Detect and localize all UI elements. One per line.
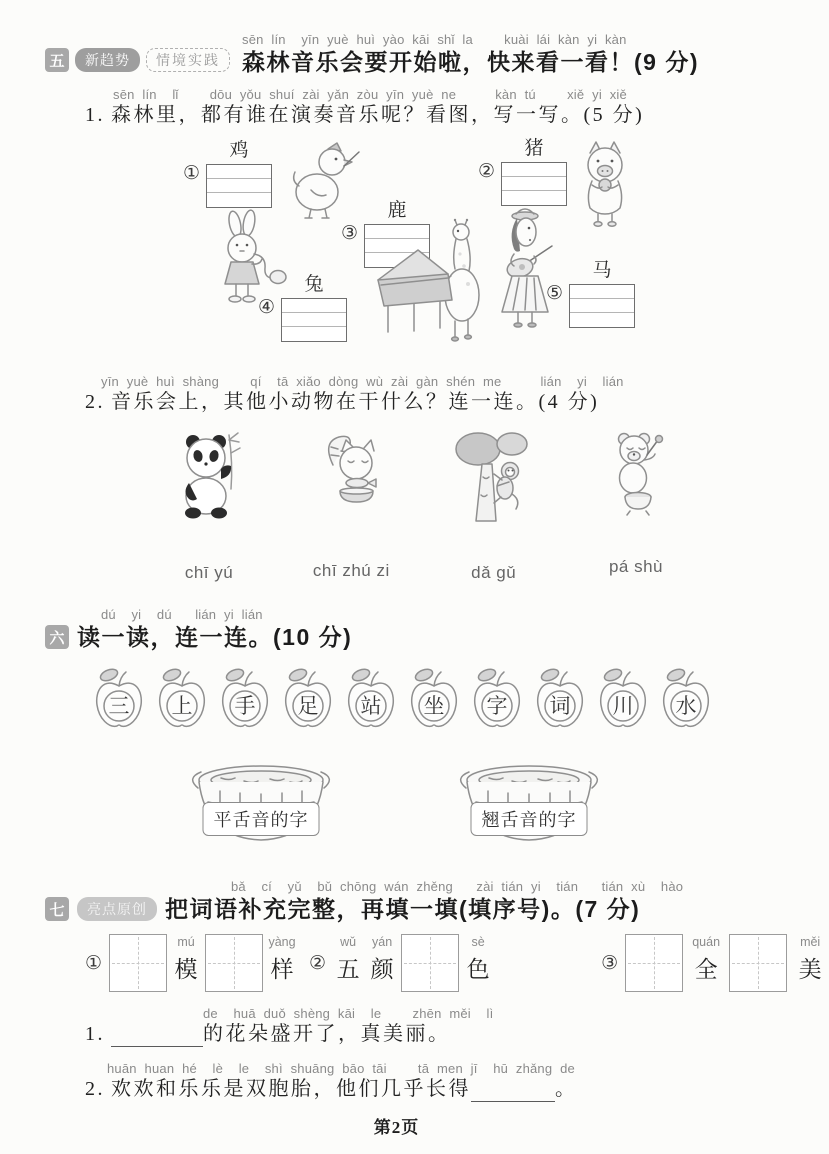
apple-character: 足 xyxy=(297,694,319,718)
panda-bamboo-illustration xyxy=(169,429,249,523)
apple-item[interactable] xyxy=(216,666,274,732)
char: 美 xyxy=(798,957,822,982)
apple-item[interactable] xyxy=(468,666,526,732)
character-write-box[interactable] xyxy=(401,934,459,992)
section-6-score: (10 分) xyxy=(273,624,353,650)
char: 模 xyxy=(174,957,198,982)
sentence-2-number: 2. xyxy=(85,1078,105,1100)
char-pinyin: quán xyxy=(692,935,721,949)
section-5-score: (9 分) xyxy=(634,49,699,75)
section-number-badge: 七 xyxy=(45,897,69,921)
answer-group-horse xyxy=(546,260,635,328)
char-pinyin: měi xyxy=(800,935,821,949)
character-write-box[interactable] xyxy=(109,934,167,992)
sentence-1-number: 1. xyxy=(85,1023,105,1045)
section-5-badges xyxy=(45,48,230,72)
answer-group-rabbit xyxy=(258,274,347,342)
circled-number: ③ xyxy=(601,952,619,974)
basket-curled-tongue[interactable] xyxy=(454,758,604,853)
sentence-2-text: 2. 欢欢和乐乐是双胞胎，他们几乎长得 。 xyxy=(85,1078,578,1100)
apple-character: 坐 xyxy=(423,694,445,718)
apple-character: 上 xyxy=(171,694,193,718)
apple-item[interactable] xyxy=(90,666,148,732)
action-label: chī zhú zi xyxy=(312,561,390,580)
action-label: dǎ gǔ xyxy=(471,563,517,582)
action-label: chī yú xyxy=(184,563,234,582)
character-write-box[interactable] xyxy=(205,934,263,992)
worksheet-page xyxy=(0,32,822,1154)
apple-item[interactable] xyxy=(531,666,589,732)
question-2-score: (4 分) xyxy=(538,391,600,413)
section-number-badge: 五 xyxy=(45,48,69,72)
cat-fish-illustration xyxy=(311,429,391,521)
apple-item[interactable] xyxy=(657,666,715,732)
new-trend-tag: 新趋势 xyxy=(75,48,140,72)
bear-drum-illustration xyxy=(602,429,670,517)
matching-row xyxy=(0,429,793,583)
apple-item[interactable] xyxy=(279,666,337,732)
fill-sentence-2 xyxy=(85,1061,793,1102)
question-1-number: 1. xyxy=(85,104,105,126)
section-7-score: (7 分) xyxy=(575,896,641,922)
section-6-pinyin: dú yi dú lián yi lián xyxy=(101,607,263,622)
apple-item[interactable] xyxy=(153,666,211,732)
apple-character: 字 xyxy=(486,694,508,718)
question-1-score: (5 分) xyxy=(583,104,645,126)
section-7-header xyxy=(45,879,793,924)
action-label: pá shù xyxy=(608,557,663,576)
match-column-bear xyxy=(565,429,707,583)
fill-sentence-1 xyxy=(85,1006,793,1047)
pinyin-write-box-2[interactable] xyxy=(501,162,567,206)
section-6-header xyxy=(45,607,793,652)
word-completion-row xyxy=(85,934,822,992)
char: 颜 xyxy=(370,957,394,982)
circled-number-1: ① xyxy=(183,162,201,184)
question-1-pinyin: sēn lín lǐ dōu yǒu shuí zài yǎn zòu yīn yuè ne kàn tú xiě yi xiě xyxy=(113,87,627,102)
question-2-pinyin: yīn yuè huì shàng qí tā xiǎo dòng wù zài gàn shén me lián yi lián xyxy=(101,374,624,389)
answer-group-pig xyxy=(478,138,567,206)
character-write-box[interactable] xyxy=(729,934,787,992)
char-pinyin: mú xyxy=(177,935,195,949)
pinyin-write-box-4[interactable] xyxy=(281,298,347,342)
sentence-2-pinyin: huān huan hé lè le shì shuāng bāo tāi tā men jī hū zhǎng de xyxy=(107,1061,575,1076)
char: 色 xyxy=(466,957,490,982)
apple-word-row xyxy=(90,666,793,732)
sentence-1-text: 1. 的花朵盛开了，真美丽。 xyxy=(85,1023,451,1045)
question-2-number: 2. xyxy=(85,391,105,413)
section-number-badge: 六 xyxy=(45,625,69,649)
char-pinyin: yàng xyxy=(268,935,296,949)
match-column-cat xyxy=(280,429,422,583)
word-group-1 xyxy=(85,934,297,992)
forest-concert-scene xyxy=(0,134,793,370)
question-2-text: 2. 音乐会上，其他小动物在干什么？连一连。(4 分) xyxy=(85,391,600,413)
char-pinyin: yán xyxy=(372,935,393,949)
section-6-title: 读一读，连一连。(10 分) xyxy=(77,624,353,650)
match-column-panda xyxy=(138,429,280,583)
animal-label-chicken: 鸡 xyxy=(229,140,249,161)
pig-trumpet-illustration xyxy=(574,140,636,228)
basket-row xyxy=(0,758,793,853)
page-number: 第2页 xyxy=(373,1118,420,1137)
word-group-3 xyxy=(601,934,829,992)
sentence-1-pinyin: de huā duǒ shèng kāi le zhēn měi lì xyxy=(203,1006,494,1021)
section-5-title: 森林音乐会要开始啦，快来看一看！(9 分) xyxy=(242,49,699,75)
question-1 xyxy=(85,87,793,128)
apple-character: 手 xyxy=(234,694,256,718)
animal-label-horse: 马 xyxy=(592,260,612,281)
answer-blank[interactable] xyxy=(111,1028,203,1047)
apple-character: 水 xyxy=(675,694,697,718)
circled-number: ② xyxy=(309,952,327,974)
section-5-pinyin: sēn lín yīn yuè huì yào kāi shǐ la kuài lái kàn yi kàn xyxy=(242,32,627,47)
question-2 xyxy=(85,374,793,415)
char: 全 xyxy=(694,957,718,982)
pinyin-write-box-1[interactable] xyxy=(206,164,272,208)
char-pinyin: wǔ xyxy=(340,935,357,949)
monkey-tree-illustration xyxy=(452,429,536,523)
basket-flat-tongue[interactable] xyxy=(186,758,336,853)
match-column-monkey xyxy=(423,429,565,583)
apple-character: 川 xyxy=(612,694,634,718)
circled-number-5: ⑤ xyxy=(546,282,564,304)
circled-number-2: ② xyxy=(478,160,496,182)
apple-item[interactable] xyxy=(594,666,652,732)
word-group-2 xyxy=(309,934,493,992)
answer-blank[interactable] xyxy=(471,1083,555,1102)
situation-practice-tag: 情境实践 xyxy=(146,48,230,72)
basket-label: 翘舌音的字 xyxy=(471,802,588,836)
apple-character: 词 xyxy=(549,694,571,718)
char: 样 xyxy=(270,957,294,982)
basket-label: 平舌音的字 xyxy=(203,802,320,836)
char: 五 xyxy=(336,957,360,982)
apple-character: 三 xyxy=(108,694,130,718)
section-5-header xyxy=(45,32,793,77)
pinyin-write-box-5[interactable] xyxy=(569,284,635,328)
animal-label-rabbit: 兔 xyxy=(304,274,324,295)
highlight-original-tag: 亮点原创 xyxy=(77,897,157,921)
animal-label-pig: 猪 xyxy=(524,138,544,159)
animal-label-deer: 鹿 xyxy=(387,200,407,221)
char-pinyin: sè xyxy=(471,935,485,949)
circled-number: ① xyxy=(85,952,103,974)
answer-group-chicken xyxy=(183,140,272,208)
character-write-box[interactable] xyxy=(625,934,683,992)
circled-number-3: ③ xyxy=(341,222,359,244)
section-7-pinyin: bǎ cí yǔ bǔ chōng wán zhěng zài tián yi tián tián xù hào xyxy=(231,879,684,894)
apple-item[interactable] xyxy=(342,666,400,732)
circled-number-4: ④ xyxy=(258,296,276,318)
apple-item[interactable] xyxy=(405,666,463,732)
section-7-title: 把词语补充完整，再填一填(填序号)。(7 分) xyxy=(165,896,641,922)
question-1-text: 1. 森林里，都有谁在演奏音乐呢？看图，写一写。(5 分) xyxy=(85,104,645,126)
apple-character: 站 xyxy=(360,694,382,718)
giraffe-piano-illustration xyxy=(368,218,482,342)
